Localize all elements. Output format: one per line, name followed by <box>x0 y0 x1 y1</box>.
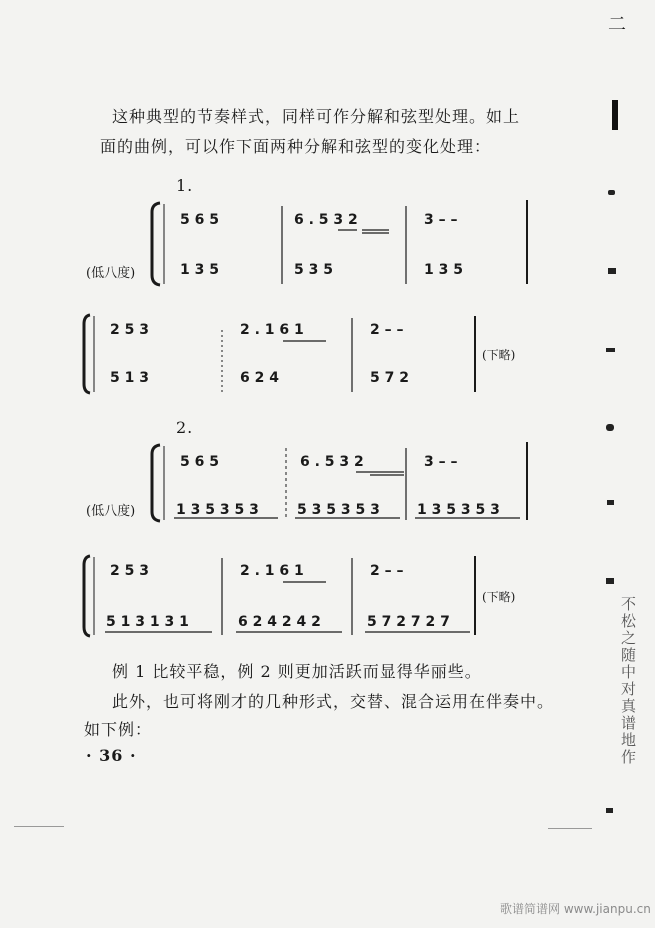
paragraph-line: 如下例： <box>84 720 153 739</box>
measure-upper: 3 – – <box>424 212 458 228</box>
margin-mark <box>606 578 614 584</box>
measure-lower: 5 1 3 1 3 1 <box>106 614 189 630</box>
measure-upper: 5 6 5 <box>180 454 219 470</box>
measure-upper: 2 . 1 6 1 <box>240 563 304 579</box>
margin-mark <box>606 424 614 431</box>
measure-lower: 1 3 5 <box>424 262 463 278</box>
margin-mark <box>607 500 614 505</box>
margin-mark <box>612 100 618 130</box>
measure-lower: 5 3 5 3 5 3 <box>297 502 380 518</box>
margin-handwriting: 不松之随中对真谱地作 <box>619 596 637 766</box>
paragraph-line: 这种典型的节奏样式，同样可作分解和弦型处理。如上 <box>112 107 521 126</box>
measure-lower: 6 2 4 2 4 2 <box>238 614 321 630</box>
example-number: 2. <box>176 418 194 437</box>
measure-upper: 2 . 1 6 1 <box>240 322 304 338</box>
measure-upper: 2 5 3 <box>110 322 149 338</box>
scan-speck <box>14 826 64 827</box>
measure-lower: 1 3 5 <box>180 262 219 278</box>
example-number: 1. <box>176 176 194 195</box>
measure-upper: 2 5 3 <box>110 563 149 579</box>
measure-upper: 6 . 5 3 2 <box>300 454 364 470</box>
measure-upper: 5 6 5 <box>180 212 219 228</box>
page-number: · 36 · <box>86 746 137 765</box>
page-corner-mark: 二 <box>608 14 627 35</box>
octave-label: (低八度) <box>86 504 136 519</box>
measure-lower: 5 7 2 <box>370 370 409 386</box>
measure-lower: 5 1 3 <box>110 370 149 386</box>
measure-lower: 6 2 4 <box>240 370 279 386</box>
omitted-note: (下略) <box>482 590 516 604</box>
paragraph-line: 面的曲例，可以作下面两种分解和弦型的变化处理： <box>100 137 492 156</box>
measure-upper: 6 . 5 3 2 <box>294 212 358 228</box>
omitted-note: (下略) <box>482 348 516 362</box>
watermark: 歌谱简谱网 www.jianpu.cn <box>500 902 651 916</box>
margin-mark <box>608 268 616 274</box>
margin-mark <box>606 348 615 352</box>
scan-speck <box>548 828 592 829</box>
measure-upper: 2 – – <box>370 322 404 338</box>
margin-mark <box>608 190 615 195</box>
measure-lower: 1 3 5 3 5 3 <box>176 502 259 518</box>
paragraph-line: 例 1 比较平稳，例 2 则更加活跃而显得华丽些。 <box>112 662 482 681</box>
measure-lower: 5 7 2 7 2 7 <box>367 614 450 630</box>
measure-upper: 3 – – <box>424 454 458 470</box>
paragraph-line: 此外，也可将刚才的几种形式，交替、混合运用在伴奏中。 <box>112 692 555 711</box>
measure-upper: 2 – – <box>370 563 404 579</box>
measure-lower: 5 3 5 <box>294 262 333 278</box>
margin-mark <box>606 808 613 813</box>
measure-lower: 1 3 5 3 5 3 <box>417 502 500 518</box>
octave-label: (低八度) <box>86 266 136 281</box>
